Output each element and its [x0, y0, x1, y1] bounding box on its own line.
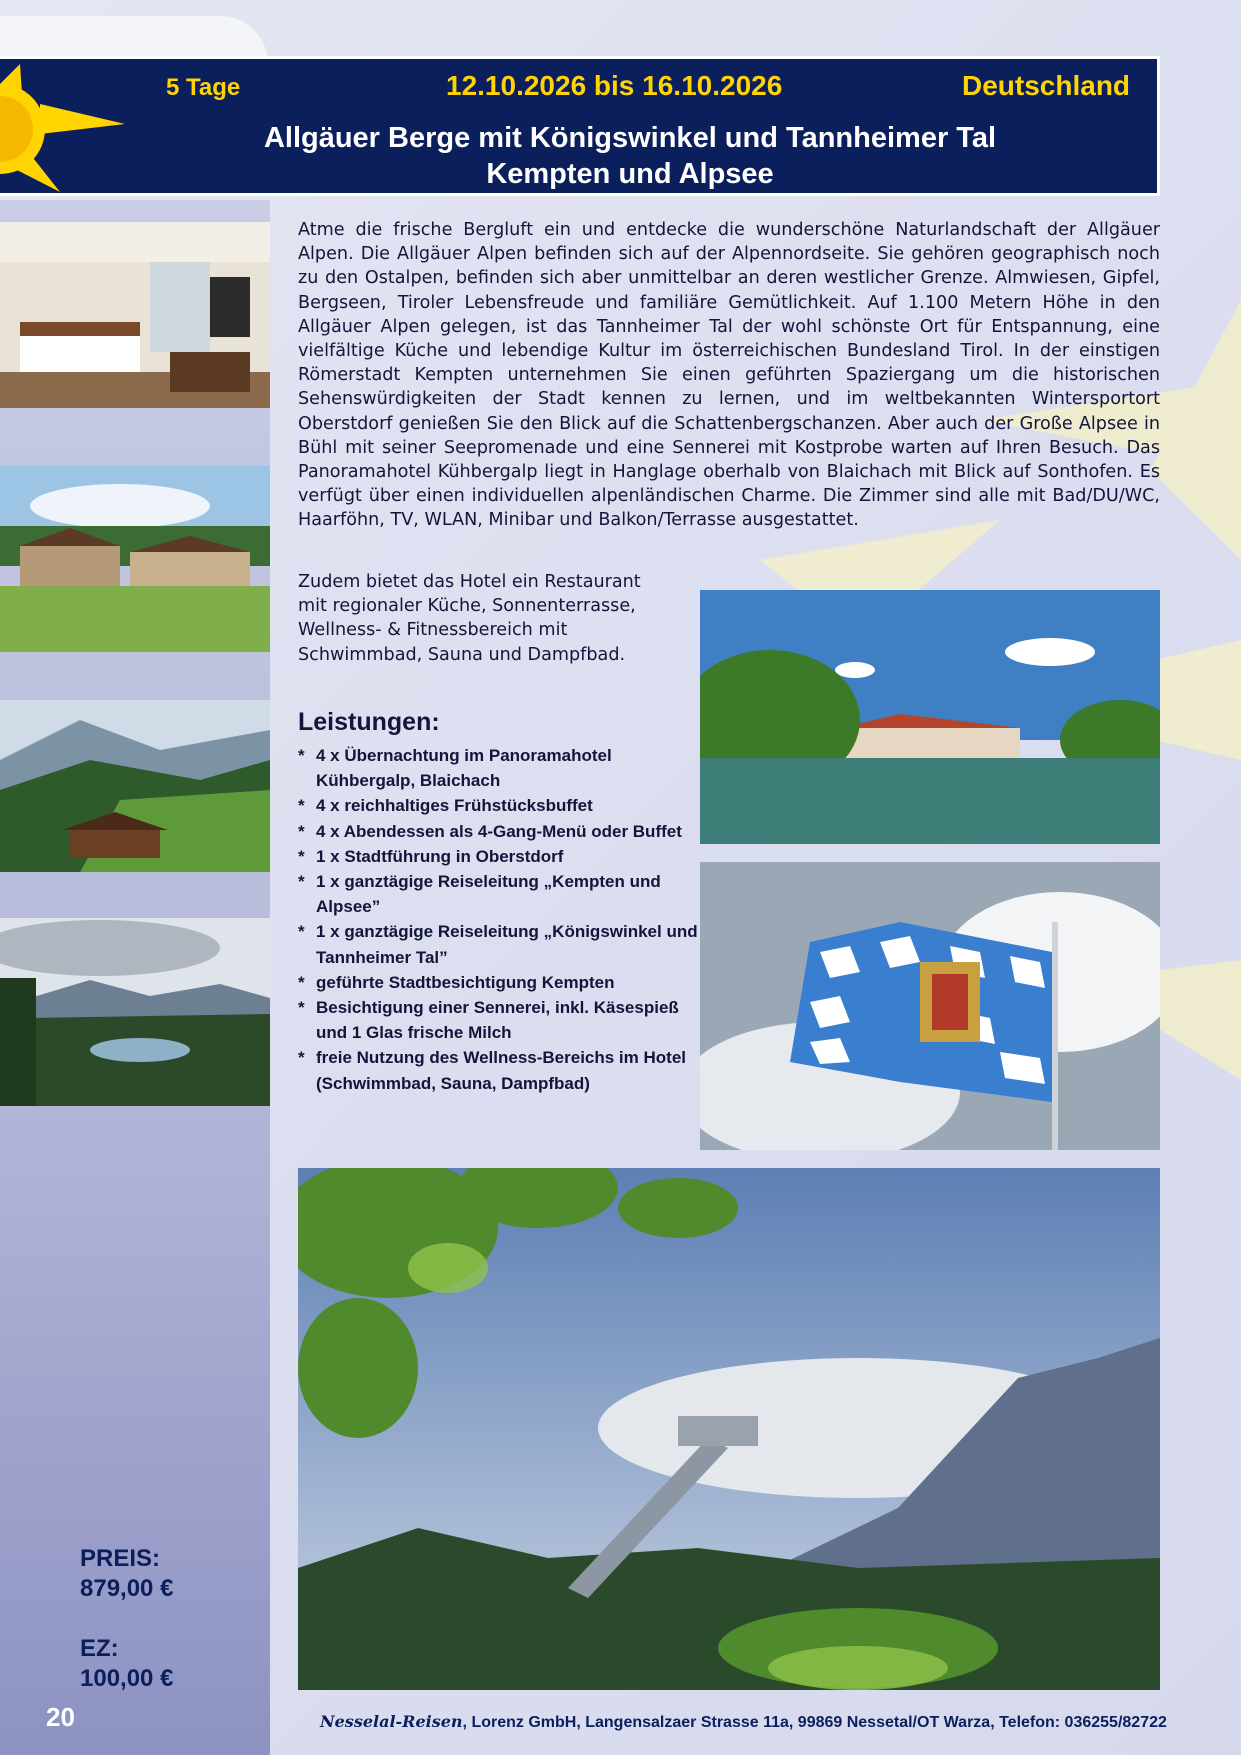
intro-text: Atme die frische Bergluft ein und entdecke die wunderschöne Naturlandschaft der Allgäuer Alpen. Die Allgäuer Alpen befinden sich auf der Alpennordseite. Sie gehören geographisch noch zu den Ostalpen, befinden sich aber unmittelbar an deren westlicher Grenze. Almwiesen, Gipfel, Bergseen, Tiroler Lebensfreude und familiäre Gemütlichkeit. Auf 1.100 Metern Höhe in den Allgäuer Alpen gelegen, ist das Tannheimer Tal der wohl schönste Ort für Entspannung, eine vielfältige Küche und lebendige Kultur im österreichischen Bundesland Tirol. In der einstigen Römerstadt Kempten unternehmen Sie einen geführten Spaziergang um die historischen Sehenswürdigkeiten der Stadt kennen zu lernen, und im weltbekannten Wintersportort Oberstdorf genießen Sie den Blick auf die Schattenbergschanzen. Aber auch der Große Alpsee in Bühl mit seiner Seepromenade und eine Sennerei mit Kostprobe warten auf Ihren Besuch. Das Panoramahotel Kühbergalp liegt in Hanglage oberhalb von Blaichach mit Blick auf Sonthofen. Es verfügt über einen individuellen alpenländischen Charme. Die Zimmer sind alle mit Bad/DU/WC, Haarföhn, TV, WLAN, Minibar und Balkon/Terrasse ausgestattet. [298, 220, 1160, 531]
trip-dates: 12.10.2026 bis 16.10.2026 [446, 70, 783, 101]
list-item: * 1 x ganztägige Reiseleitung „Königswinkel und Tannheimer Tal” [298, 919, 698, 969]
trip-title-line1: Allgäuer Berge mit Königswinkel und Tannheimer Tal [263, 122, 997, 154]
list-item: * 4 x Abendessen als 4-Gang-Menü oder Buffet [298, 819, 698, 844]
bullet-star-icon: * [298, 872, 305, 892]
sun-icon [0, 64, 130, 194]
list-item: * freie Nutzung des Wellness-Bereichs im Hotel (Schwimmbad, Sauna, Dampfbad) [298, 1045, 698, 1095]
photo-mountain-hut [0, 700, 270, 872]
services-heading: Leistungen: [298, 708, 440, 736]
bullet-star-icon: * [298, 796, 305, 816]
single-room-value: 100,00 € [80, 1665, 174, 1692]
single-room-label: EZ: [80, 1635, 119, 1662]
page-number: 20 [46, 1702, 75, 1732]
price-label: PREIS: [80, 1545, 161, 1572]
footer-brand: Nesselal-Reisen [320, 1712, 463, 1731]
photo-hotel-room [0, 222, 270, 408]
trip-duration: 5 Tage [166, 74, 241, 101]
services-list [298, 743, 698, 1096]
list-item: * 1 x Stadtführung in Oberstdorf [298, 844, 698, 869]
list-item: * geführte Stadtbesichtigung Kempten [298, 970, 698, 995]
photo-ski-jump-mountains [298, 1168, 1160, 1690]
bullet-star-icon: * [298, 846, 305, 866]
photo-alpsee-lake [0, 918, 270, 1106]
trip-title-line2: Kempten und Alpsee [486, 158, 774, 190]
bullet-star-icon: * [298, 821, 305, 841]
footer-text: , Lorenz GmbH, Langensalzaer Strasse 11a, 99869 Nessetal/OT Warza, Telefon: 036255/82722 [462, 1714, 1167, 1731]
trip-country: Deutschland [962, 70, 1131, 101]
price-block [80, 1544, 173, 1694]
photo-bavarian-flag [700, 862, 1160, 1150]
bullet-star-icon: * [298, 922, 305, 942]
price-value: 879,00 € [80, 1575, 174, 1602]
bullet-star-icon: * [298, 998, 305, 1018]
list-item: * 4 x Übernachtung im Panoramahotel Kühbergalp, Blaichach [298, 743, 698, 793]
photo-hotel-exterior [0, 466, 270, 652]
bullet-star-icon: * [298, 746, 305, 765]
list-item: * 1 x ganztägige Reiseleitung „Kempten und Alpsee” [298, 869, 698, 919]
list-item: * Besichtigung einer Sennerei, inkl. Käsespieß und 1 Glas frische Milch [298, 995, 698, 1045]
intro-text-continued: Zudem bietet das Hotel ein Restaurant mit regionaler Küche, Sonnenterrasse, Wellness- & Fitnessbereich mit Schwimmbad, Sauna und Dampfbad. [298, 572, 641, 665]
footer-address [320, 1712, 1167, 1732]
list-item: * 4 x reichhaltiges Frühstücksbuffet [298, 793, 698, 818]
photo-kempten-river [700, 590, 1160, 844]
bullet-star-icon: * [298, 1048, 305, 1068]
trip-title [150, 120, 1110, 192]
bullet-star-icon: * [298, 972, 305, 992]
